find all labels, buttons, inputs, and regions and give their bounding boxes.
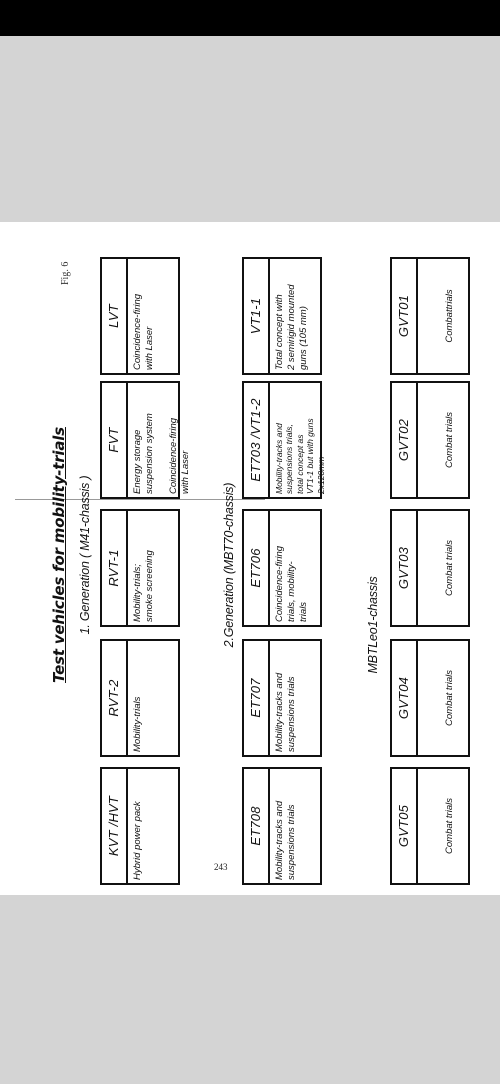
- vehicle-description: Coincidence-firing with Laser: [132, 293, 155, 370]
- generation-2-heading: 2.Generation (MBT70-chassis): [222, 482, 236, 648]
- vehicle-box-kvt-hvt: [100, 767, 180, 885]
- vehicle-box-et706: [242, 509, 322, 627]
- vehicle-description: Total concept with 2 semirigid mounted guns (105 mm): [274, 284, 309, 370]
- vehicle-description: Mobility-trials: [132, 696, 143, 752]
- vehicle-box-gvt02: [390, 381, 470, 499]
- vehicle-name: ET708: [244, 769, 270, 883]
- vehicle-name: GVT01: [392, 259, 418, 373]
- vehicle-box-gvt01: [390, 257, 470, 375]
- vehicle-description: Combat trials: [444, 670, 455, 726]
- page-number: 243: [214, 862, 228, 872]
- vehicle-description: Coincidence-firing trials, mobility- trials: [274, 545, 309, 622]
- vehicle-box-vt1-1: [242, 257, 322, 375]
- vehicle-name: RVT-2: [102, 641, 128, 755]
- document-page: [0, 222, 500, 895]
- vehicle-description: Mobility-tracks and suspensions trials: [274, 672, 297, 752]
- vehicle-description: Mobility-tracks and suspensions trials: [274, 800, 297, 880]
- vehicle-name: GVT04: [392, 641, 418, 755]
- vehicle-box-et703-vt1-2: [242, 381, 326, 499]
- vehicle-description: Combat trials: [444, 540, 455, 596]
- vehicle-description: Combat trials: [444, 798, 455, 854]
- vehicle-name: LVT: [102, 259, 128, 373]
- figure-label: Fig. 6: [60, 261, 71, 285]
- vehicle-name: GVT05: [392, 769, 418, 883]
- top-bar: [0, 0, 500, 36]
- vehicle-name: FVT: [102, 383, 128, 497]
- vehicle-name: GVT03: [392, 511, 418, 625]
- vehicle-name: GVT02: [392, 383, 418, 497]
- vehicle-name: RVT-1: [102, 511, 128, 625]
- vehicle-description: Mobility-trials; smoke screening: [132, 550, 155, 622]
- vehicle-box-fvt: [100, 381, 191, 499]
- leo1-heading: MBTLeo1-chassis: [366, 576, 380, 674]
- vehicle-description: Hybrid power pack: [132, 801, 143, 880]
- vehicle-description: Combat trials: [444, 412, 455, 468]
- vehicle-description: Mobility-tracks and suspensions trials, total concept as VT1-1 but with guns 2x120mm: [274, 418, 326, 494]
- vehicle-description: Combattrials: [444, 289, 455, 343]
- vehicle-name: KVT /HVT: [102, 769, 128, 883]
- vehicle-box-gvt05: [390, 767, 470, 885]
- rotated-figure: [0, 222, 500, 895]
- vehicle-box-gvt03: [390, 509, 470, 627]
- vehicle-name: ET703 /VT1-2: [244, 383, 270, 497]
- vehicle-name: ET707: [244, 641, 270, 755]
- vehicle-box-et708: [242, 767, 322, 885]
- generation-1-heading: 1. Generation ( M41-chassis ): [78, 475, 92, 635]
- vehicle-box-rvt-2: [100, 639, 180, 757]
- vehicle-box-lvt: [100, 257, 180, 375]
- vehicle-box-gvt04: [390, 639, 470, 757]
- vehicle-name: VT1-1: [244, 259, 270, 373]
- vehicle-name: ET706: [244, 511, 270, 625]
- vehicle-description: Energy storage suspension system Coincidence-firing with Laser: [132, 413, 191, 494]
- figure-title: Test vehicles for mobility-trials: [50, 427, 68, 683]
- vehicle-box-et707: [242, 639, 322, 757]
- vehicle-box-rvt-1: [100, 509, 180, 627]
